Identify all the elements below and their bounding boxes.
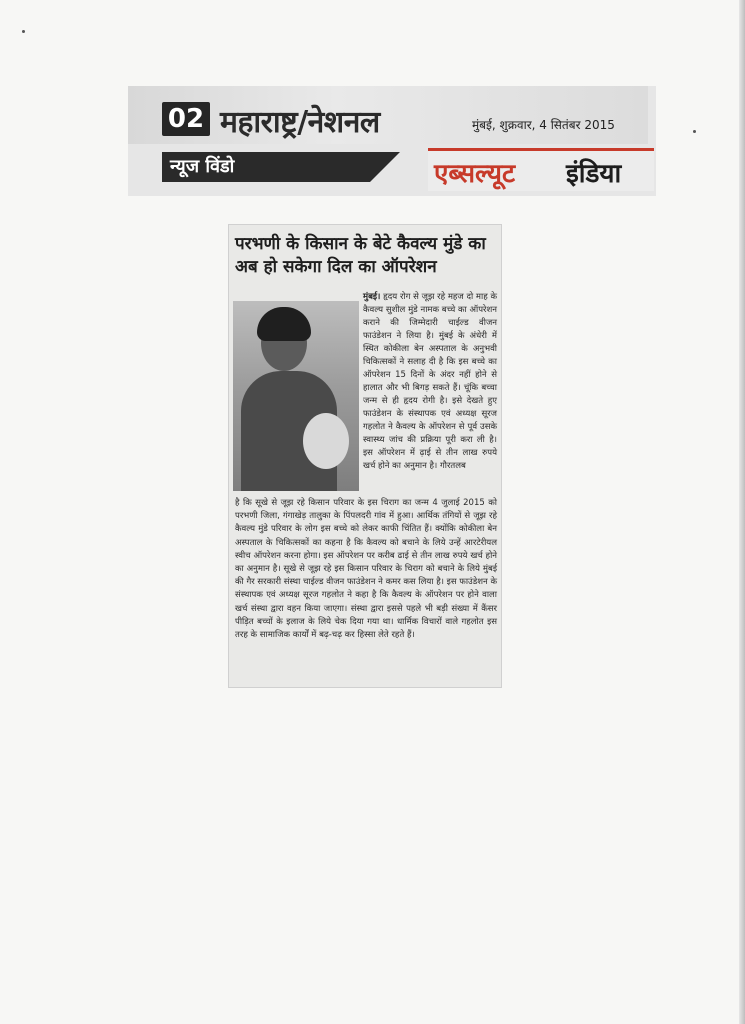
article-photo <box>233 301 359 491</box>
photo-figure-hair <box>257 307 311 341</box>
dateline: मुंबई, शुक्रवार, 4 सितंबर 2015 <box>472 118 615 132</box>
article-body: है कि सूखे से जूझ रहे किसान परिवार के इस चिराग का जन्म 4 जुलाई 2015 को परभणी जिला, गंगाखेड़ तालुका के पिंपलदरी गांव में हुआ। आर्थिक तंगियों से जूझ रहे कैवल्य मुंडे परिवार के लोग इस बच्चे को लेकर काफी चिंतित हैं। क्योंकि कोकीला बेन अस्पताल के चिकित्सकों का कहना है कि कैवल्य को बचाने के लिये उन्हें आरटेरीयल स्वीच ऑपरेशन करना होगा। इस ऑपरेशन पर करीब ढाई से तीन लाख रुपये खर्च होने का अनुमान है। सूखे से जूझ रहे इस किसान परिवार के चिराग को बचाने के लिये मुंबई की गैर सरकारी संस्था चाईल्ड वीजन फाउंडेशन ने कमर कस लिया है। इस फाउंडेशन के संस्थापक एवं अध्यक्ष सूरज गहलोत ने कहा है कि कैवल्य के ऑपरेशन पर होने वाला खर्च संस्था द्वारा वहन किया जाएगा। संस्था द्वारा इससे पहले भी बड़ी संख्या में कैंसर पीड़ित बच्चों के इलाज के लिये चेक दिया गया था। धार्मिक विचारों वाले गहलोत इस तरह के सामाजिक कार्यों में बढ़-चढ़ कर हिस्सा लेते रहते हैं। <box>235 498 497 641</box>
article-headline: परभणी के किसान के बेटे कैवल्य मुंडे का अब हो सकेगा दिल का ऑपरेशन <box>235 234 486 277</box>
article-column-body: हृदय रोग से जूझ रहे महज दो माह के कैवल्य सुशील मुंडे नामक बच्चे का ऑपरेशन कराने की जिम्मेदारी चाईल्ड वीजन फाउंडेशन ने लिया है। मुंबई के अंधेरी में स्थित कोकीला बेन अस्पताल के अनुभवी चिकित्सकों ने सलाह दी है कि इस बच्चे का ऑपरेशन 15 दिनों के अंदर नहीं होने से हालात और भी बिगड़ सकते हैं। चूंकि बच्चा जन्म से ही हृदय रोगी है। इसे देखते हुए फाउंडेशन के संस्थापक एवं अध्यक्ष सूरज गहलोत ने कैवल्य के ऑपरेशन से पूर्व उसके स्वास्थ्य जांच की प्रक्रिया पूरी करा ली है। इस ऑपरेशन में ढ़ाई से तीन लाख रुपये खर्च होने का अनुमान है। गौरतलब <box>363 292 497 471</box>
sub-section-tail <box>370 152 400 182</box>
logo-word-2: इंडिया <box>566 159 622 189</box>
logo-word-1: एब्सल्यूट <box>434 159 516 189</box>
article-column-text <box>363 291 497 473</box>
scan-speck <box>693 130 696 133</box>
scan-speck <box>22 30 25 33</box>
article-city: मुंबई। <box>363 292 381 302</box>
masthead-band <box>128 86 648 144</box>
article-clipping <box>229 225 501 687</box>
photo-baby <box>303 413 349 469</box>
scan-edge <box>739 0 745 1024</box>
section-title: महाराष्ट्र/नेशनल <box>220 105 380 140</box>
sub-section-label: न्यूज विंडो <box>162 152 370 182</box>
masthead-clipping <box>128 86 656 196</box>
newspaper-logo <box>428 148 654 191</box>
page-number: 02 <box>162 102 210 136</box>
